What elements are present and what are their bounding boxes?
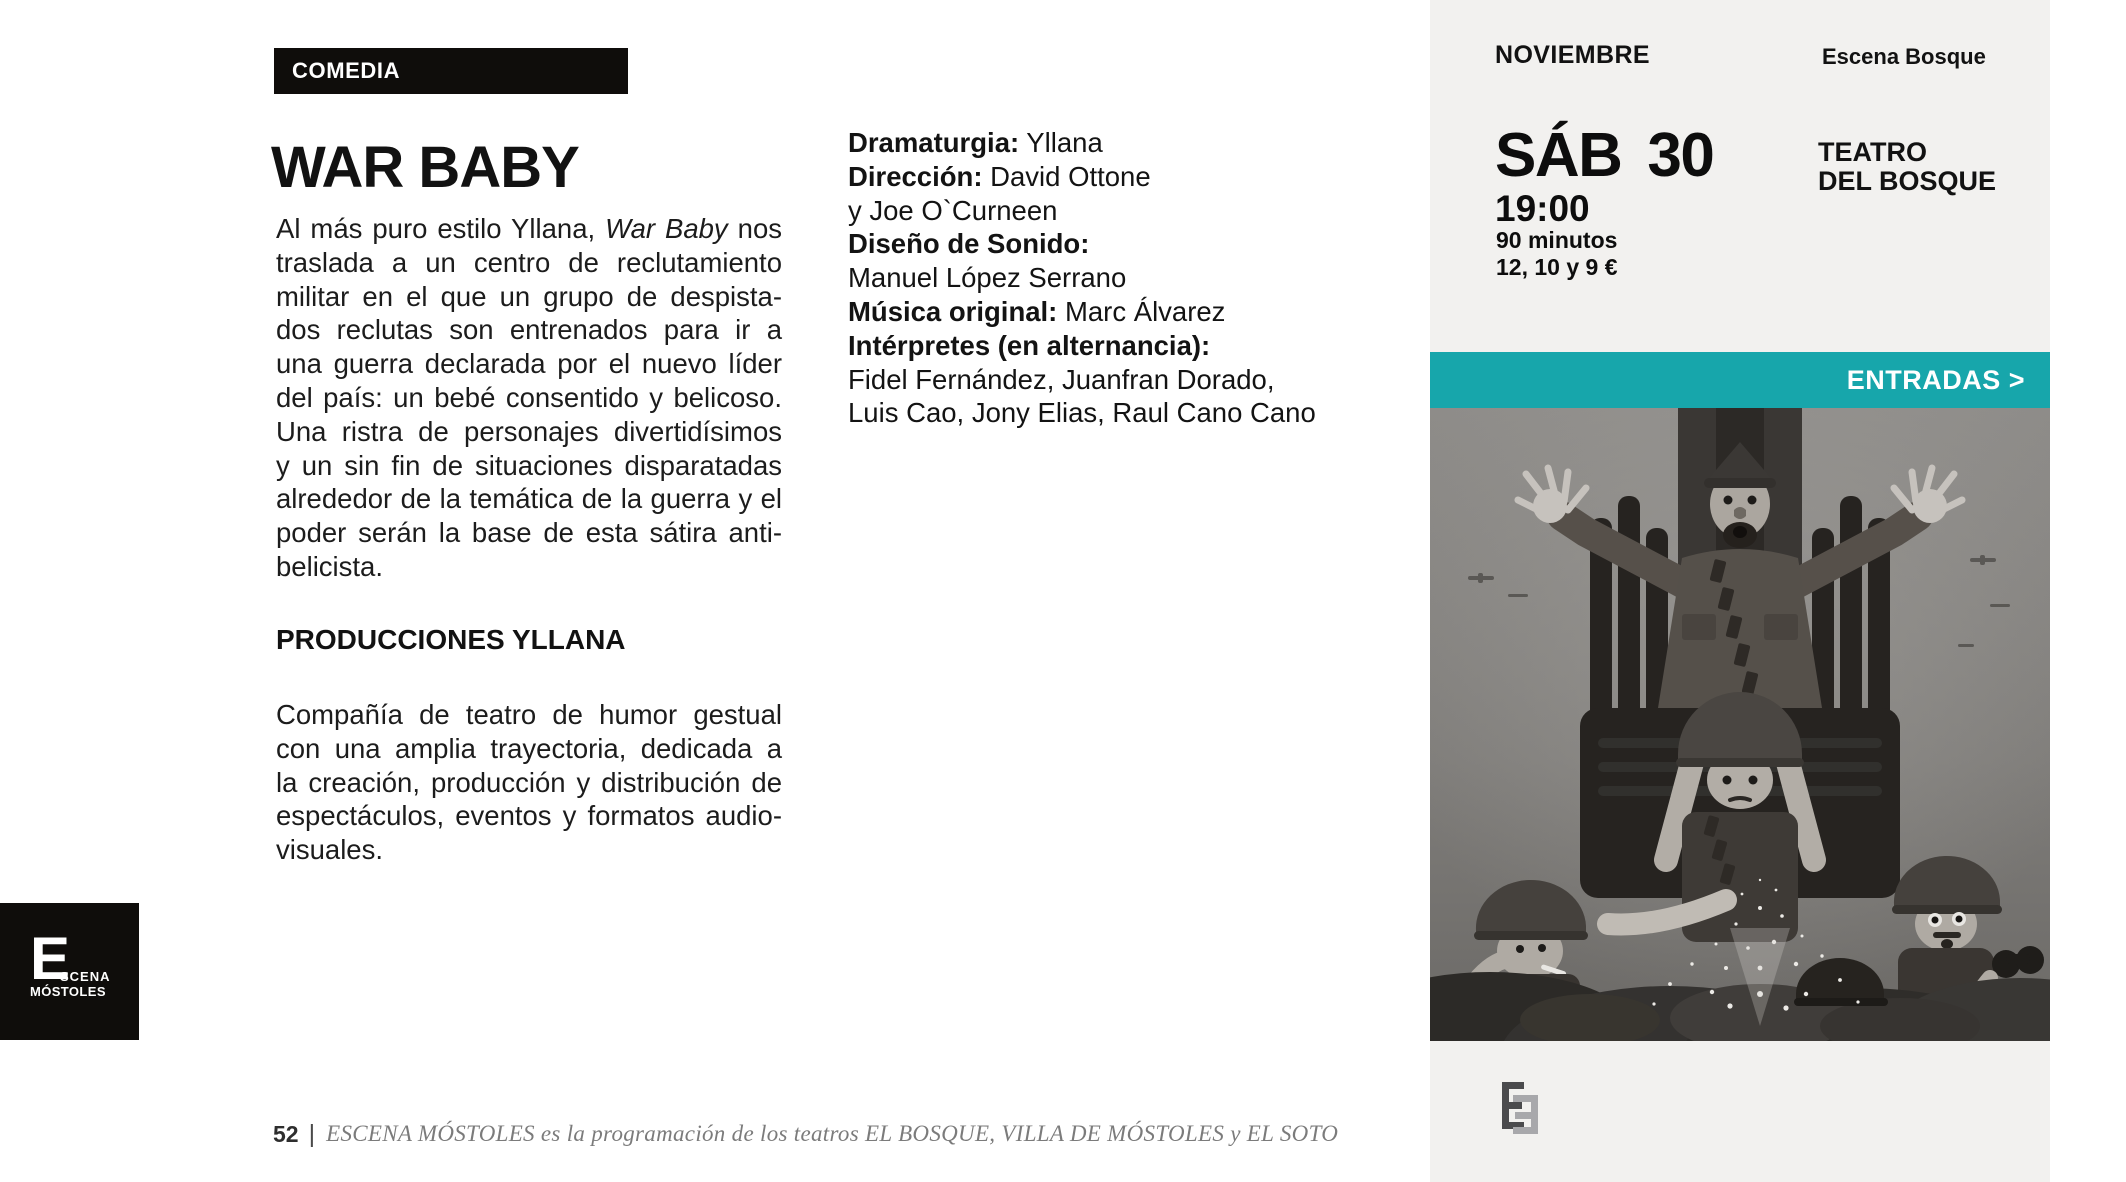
show-description: [276, 212, 782, 584]
page-footer: [273, 1118, 1338, 1150]
event-duration: 90 minutos: [1496, 227, 1618, 253]
text-line: Manuel López Serrano: [848, 262, 1127, 294]
text-line: belicista.: [276, 550, 383, 582]
event-month: NOVIEMBRE: [1495, 41, 1651, 69]
tickets-label: ENTRADAS >: [1846, 364, 2025, 395]
page-number: 52: [273, 1120, 299, 1147]
text-line: alrededor de la temática de la guerra y el: [276, 483, 782, 515]
show-photo: [1430, 408, 2050, 1041]
text-line: con una amplia trayectoria, dedicada a: [276, 732, 782, 764]
teatro-del-bosque-logo: [1502, 1082, 1538, 1134]
text-line: Dirección: David Ottone: [848, 160, 1151, 192]
event-prices: 12, 10 y 9 €: [1496, 254, 1618, 280]
credits-block: [848, 126, 1348, 430]
text-line: Fidel Fernández, Juanfran Dorado,: [848, 363, 1275, 395]
text-line: Dramaturgia: Yllana: [848, 127, 1103, 158]
logo-scena-text: SCENA: [60, 969, 111, 984]
logo-mostoles-text: MÓSTOLES: [30, 984, 106, 999]
footer-motto: ESCENA MÓSTOLES es la programación de los teatros EL BOSQUE, VILLA DE MÓSTOLES y EL SOTO: [326, 1121, 1339, 1146]
text-line: Diseño de Sonido:: [848, 228, 1090, 260]
show-title: WAR BABY: [271, 135, 579, 200]
category-label: COMEDIA: [292, 58, 401, 83]
text-line: la creación, producción y distribución de: [276, 766, 782, 798]
footer-separator: |: [308, 1119, 316, 1148]
text-line: Al más puro estilo Yllana, War Baby nos: [276, 213, 783, 244]
category-bar: [274, 48, 628, 94]
day-abbr: SÁB: [1495, 121, 1622, 190]
text-line: del país: un bebé consentido y belicoso.: [276, 381, 782, 413]
text-line: militar en el que un grupo de despista-: [276, 280, 782, 312]
event-day: [1495, 121, 1714, 190]
text-line: y Joe O`Curneen: [848, 194, 1058, 226]
venue-name-line1: TEATRO: [1818, 137, 1927, 167]
event-time: 19:00: [1495, 188, 1590, 229]
text-line: dos reclutas son entrenados para ir a: [276, 314, 782, 346]
escena-mostoles-logo: [0, 903, 139, 1040]
text-line: traslada a un centro de reclutamiento: [276, 246, 782, 278]
text-line: Música original: Marc Álvarez: [848, 295, 1226, 327]
venue-name: [1818, 138, 1996, 196]
text-line: y un sin fin de situaciones disparatadas: [276, 449, 782, 481]
text-line: visuales.: [276, 834, 383, 866]
day-number: 30: [1647, 121, 1714, 190]
company-description: [276, 698, 782, 867]
text-line: una guerra declarada por el nuevo líder: [276, 348, 782, 380]
text-line: poder serán la base de esta sátira anti-: [276, 517, 782, 549]
text-line: Compañía de teatro de humor gestual: [276, 699, 782, 730]
tickets-button[interactable]: [1430, 352, 2050, 408]
text-line: Luis Cao, Jony Elias, Raul Cano Cano: [848, 397, 1316, 429]
venue-name-line2: DEL BOSQUE: [1818, 166, 1997, 196]
eb-monogram-icon: [1502, 1082, 1538, 1134]
event-panel: [1430, 0, 2050, 1182]
text-line: Intérpretes (en alternancia):: [848, 329, 1211, 361]
company-heading: PRODUCCIONES YLLANA: [276, 624, 626, 655]
text-line: espectáculos, eventos y formatos audio-: [276, 800, 782, 832]
venue-tag: Escena Bosque: [1822, 44, 1986, 69]
text-line: Una ristra de personajes divertidísimos: [276, 415, 782, 447]
show-photo-illustration: [1430, 408, 2050, 1041]
logo-initial: E: [30, 925, 71, 992]
